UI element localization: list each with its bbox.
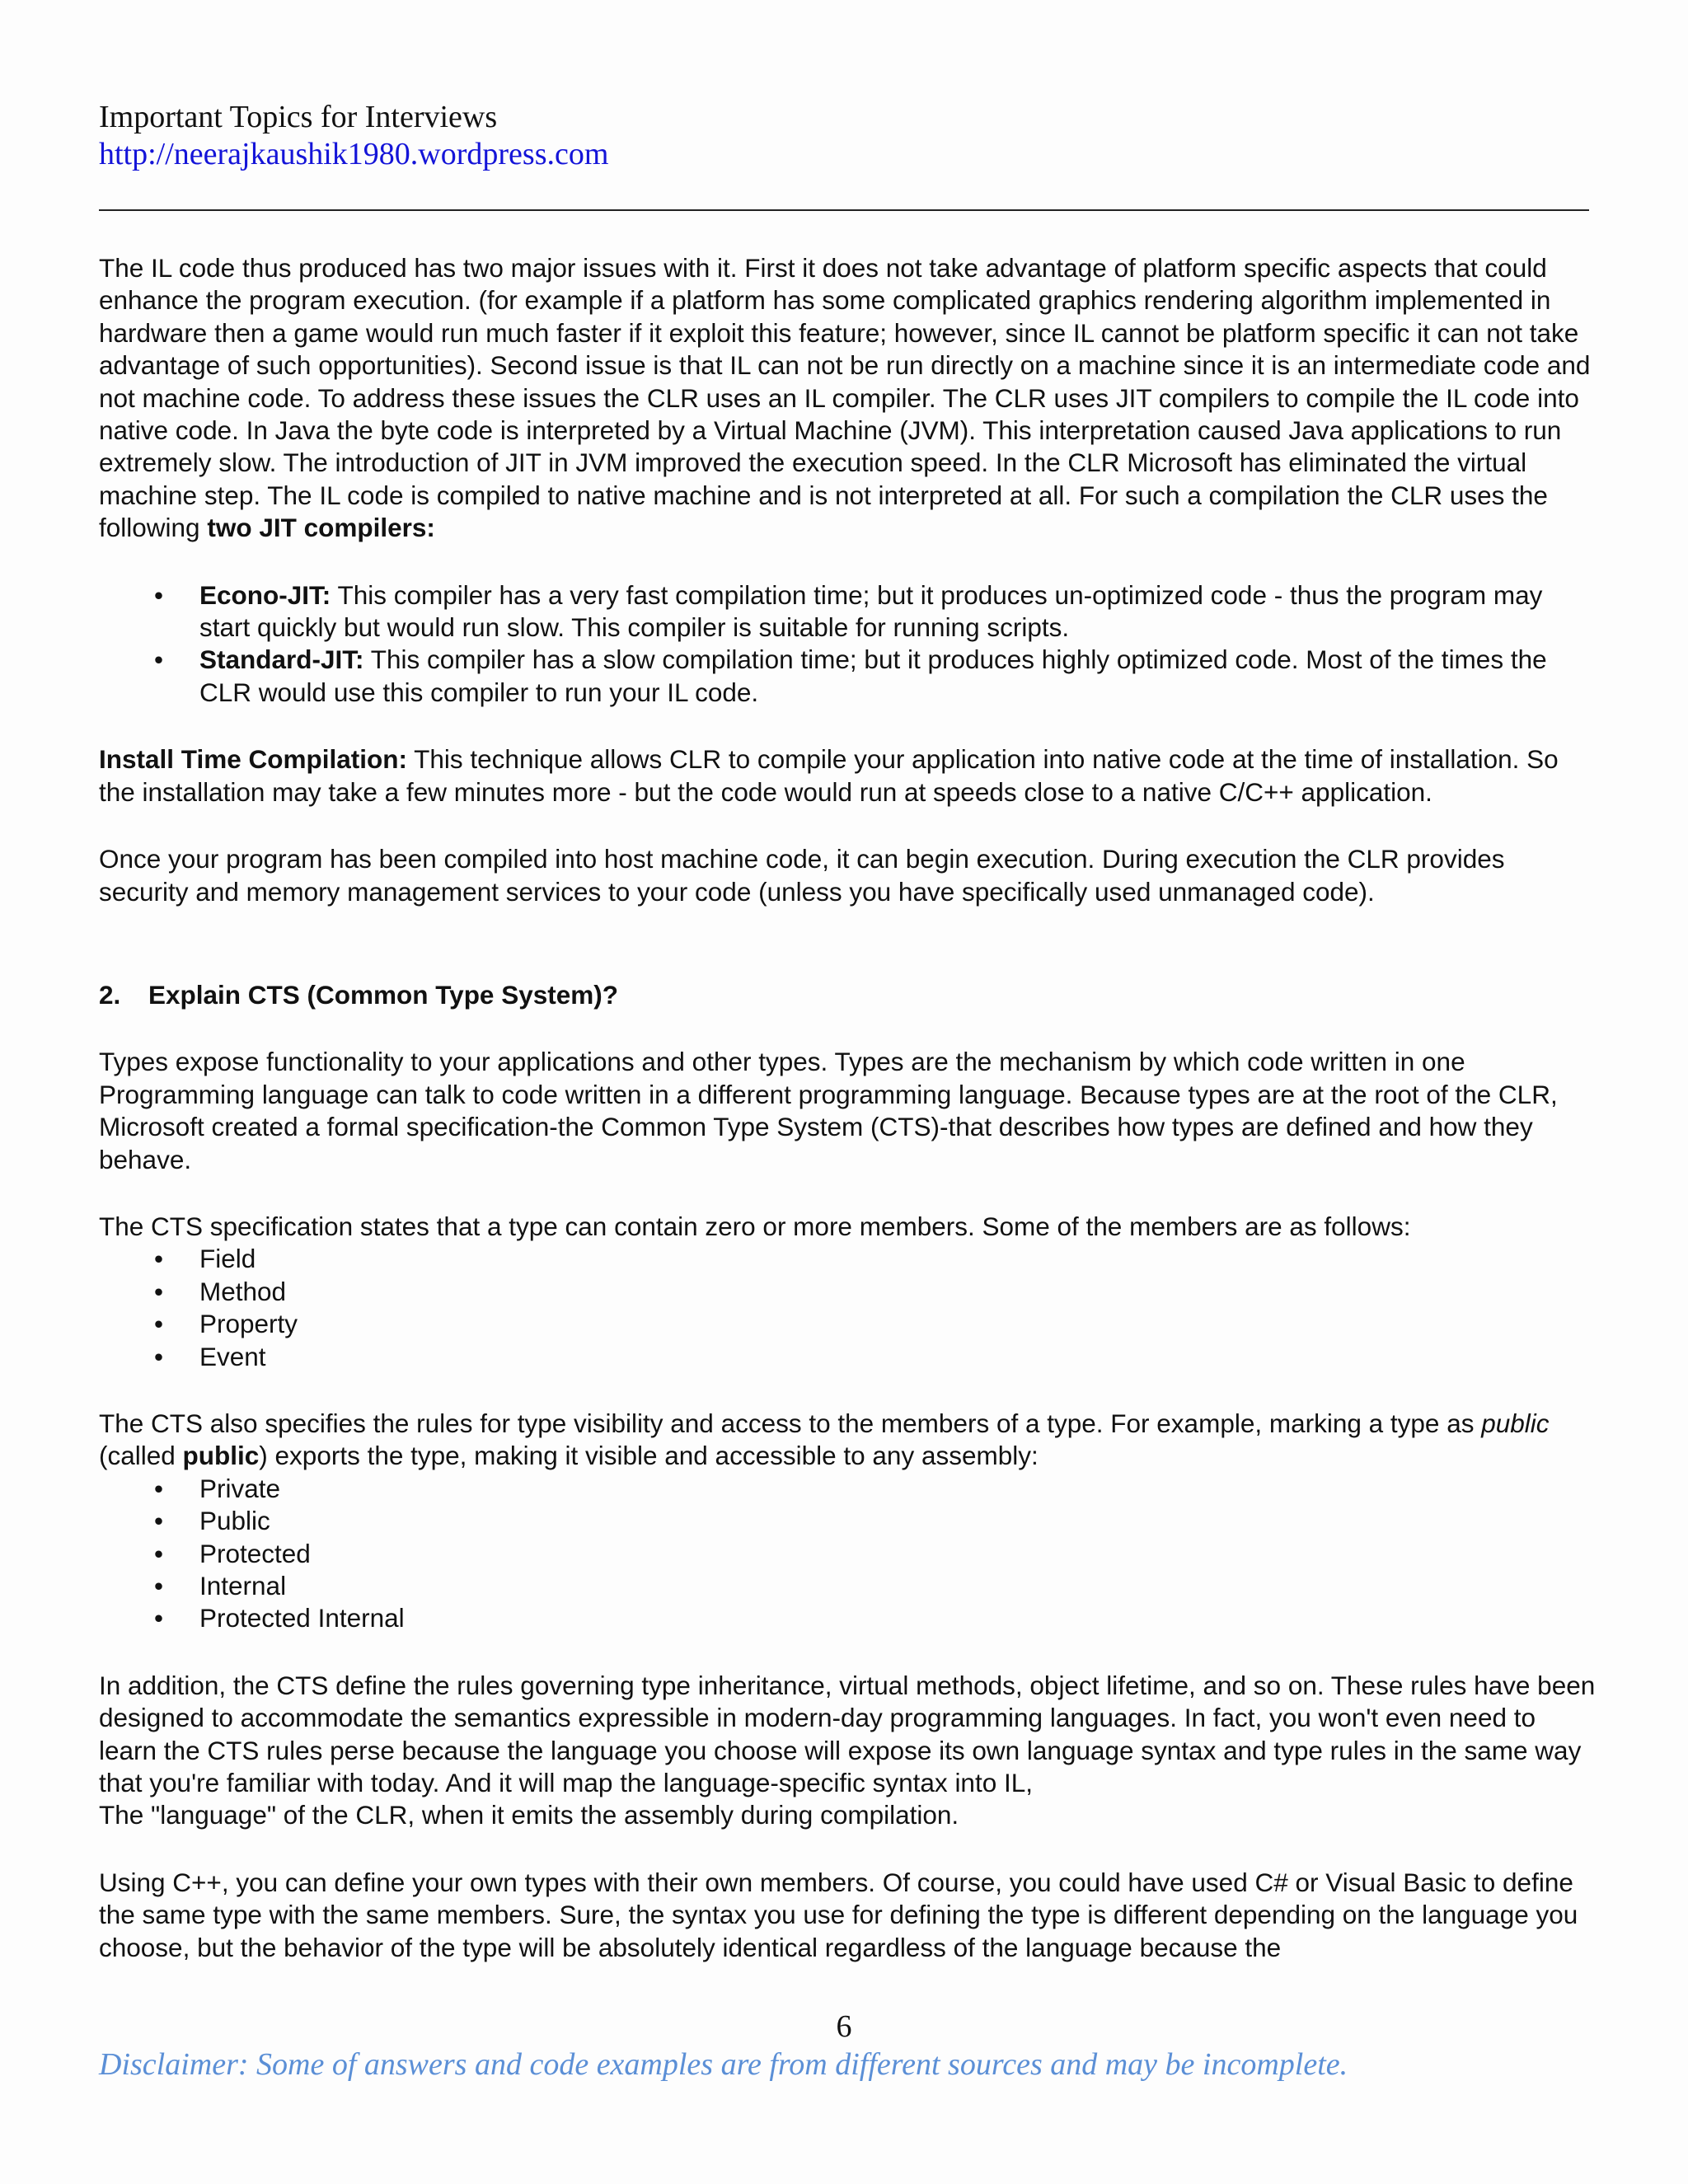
list-item: • Econo-JIT: This compiler has a very fast compilation time; but it produces un-optimized code - thus the program may start quickly but would run slow. This compiler is suitable for running scripts. bbox=[154, 579, 1543, 643]
bullet-icon: • bbox=[154, 644, 164, 675]
list-item: • Field bbox=[99, 1243, 1599, 1275]
paragraph-types: Types expose functionality to your applications and other types. Types are the mechanism by which code written in one Programming language can talk to code written in a different programming language. Because types are at the root of the CLR, Microsoft created a formal specification-the Common Type System (CTS)-that describes how types are defined and how they behave. bbox=[99, 1047, 1558, 1174]
paragraph-cpp: Using C++, you can define your own types with their own members. Of course, you could have used C# or Visual Basic to define the same type with the same members. Sure, the syntax you use for defining the type is different depending on the language you choose, but the behavior of the type will be absolutely identical regardless of the language because the bbox=[99, 1867, 1578, 1962]
list-item: • Public bbox=[99, 1505, 1599, 1537]
paragraph-visibility: The CTS also specifies the rules for type visibility and access to the members of a type. For example, marking a type as public (called public) exports the type, making it visible and accessible to any assembly: bbox=[99, 1408, 1550, 1471]
list-item: • Event bbox=[99, 1341, 1599, 1373]
bullet-icon: • bbox=[154, 1473, 164, 1503]
members-list bbox=[99, 1243, 1599, 1373]
bullet-icon: • bbox=[154, 1571, 164, 1601]
visibility-list bbox=[99, 1473, 1599, 1635]
list-item: • Property bbox=[99, 1308, 1599, 1340]
jit-compiler-list bbox=[99, 579, 1599, 710]
paragraph-inheritance: In addition, the CTS define the rules governing type inheritance, virtual methods, object lifetime, and so on. These rules have been designed to accommodate the semantics expressible in modern-day programming languages. In fact, you won't even need to learn the CTS rules perse because the language you choose will expose its own language syntax and type rules in the same way that you're familiar with today. And it will map the language-specific syntax into IL, The "language" of the CLR, when it emits the assembly during compilation. bbox=[99, 1670, 1596, 1830]
bullet-icon: • bbox=[154, 1309, 164, 1339]
page-number: 6 bbox=[836, 2009, 852, 2044]
bullet-icon: • bbox=[154, 1276, 164, 1306]
header-link[interactable]: http://neerajkaushik1980.wordpress.com bbox=[99, 137, 609, 171]
bullet-icon: • bbox=[154, 1506, 164, 1536]
bullet-icon: • bbox=[154, 1244, 164, 1274]
section-heading: 2. Explain CTS (Common Type System)? bbox=[99, 979, 618, 1010]
header-divider bbox=[99, 209, 1589, 211]
paragraph-members: The CTS specification states that a type can contain zero or more members. Some of the members are as follows: bbox=[99, 1211, 1411, 1241]
list-item: • Standard-JIT: This compiler has a slow compilation time; but it produces highly optimized code. Most of the times the CLR would use this compiler to run your IL code. bbox=[154, 644, 1547, 707]
list-item: • Protected Internal bbox=[99, 1602, 1599, 1634]
paragraph-install-time: Install Time Compilation: This technique allows CLR to compile your application into native code at the time of installation. So the installation may take a few minutes more - but the code would run at speeds close to a native C/C++ application. bbox=[99, 744, 1559, 807]
list-item: • Method bbox=[99, 1276, 1599, 1308]
header-title: Important Topics for Interviews bbox=[99, 100, 498, 134]
list-item: • Protected bbox=[99, 1538, 1599, 1570]
paragraph-il-code: The IL code thus produced has two major issues with it. First it does not take advantage of platform specific aspects that could enhance the program execution. (for example if a platform has some complicated graphics rendering algorithm implemented in hardware then a game would run much faster if it exploit this feature; however, since IL cannot be platform specific it can not take advantage of such opportunities). Second issue is that IL can not be run directly on a machine since it is an intermediate code and not machine code. To address these issues the CLR uses an IL compiler. The CLR uses JIT compilers to compile the IL code into native code. In Java the byte code is interpreted by a Virtual Machine (JVM). This interpretation caused Java applications to run extremely slow. The introduction of JIT in JVM improved the execution speed. In the CLR Microsoft has eliminated the virtual machine step. The IL code is compiled to native machine and is not interpreted at all. For such a compilation the CLR uses the following two JIT compilers: bbox=[99, 253, 1591, 543]
bullet-icon: • bbox=[154, 579, 164, 610]
paragraph-execution: Once your program has been compiled into host machine code, it can begin execution. During execution the CLR provides security and memory management services to your code (unless you have specifically used unmanaged code). bbox=[99, 844, 1505, 907]
list-item: • Internal bbox=[99, 1570, 1599, 1602]
document-body bbox=[99, 252, 1599, 1964]
bullet-icon: • bbox=[154, 1603, 164, 1633]
list-item: • Private bbox=[99, 1473, 1599, 1505]
disclaimer: Disclaimer: Some of answers and code examples are from different sources and may be incomplete. bbox=[99, 2047, 1348, 2082]
bullet-icon: • bbox=[154, 1538, 164, 1568]
bullet-icon: • bbox=[154, 1341, 164, 1371]
